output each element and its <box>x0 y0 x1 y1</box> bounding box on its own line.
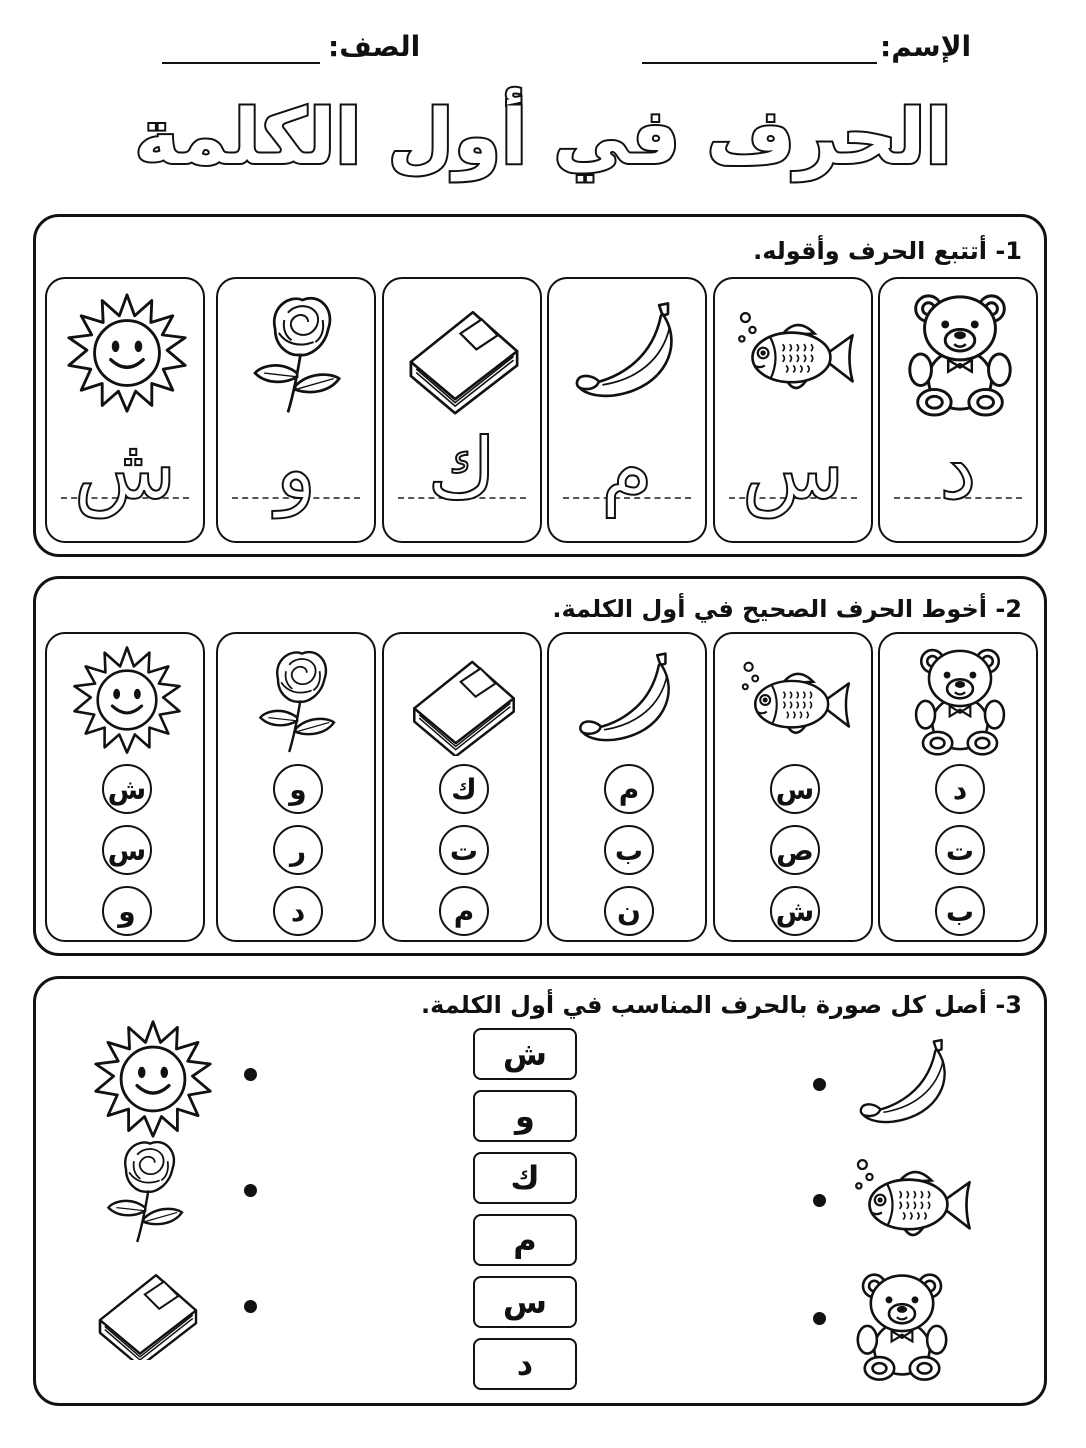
match-dot[interactable] <box>244 1300 257 1313</box>
match-letter-box[interactable]: س <box>473 1276 577 1328</box>
match-letter-box[interactable]: ك <box>473 1152 577 1204</box>
match-dot[interactable] <box>244 1184 257 1197</box>
choice-card <box>713 632 873 942</box>
teddy-bear-icon <box>850 1262 954 1388</box>
fish-icon <box>850 1150 974 1250</box>
banana-icon <box>852 1034 962 1134</box>
rose-icon <box>240 644 356 756</box>
choice-card <box>45 632 205 942</box>
letter-option[interactable]: ك <box>439 764 489 814</box>
fish-icon <box>733 289 857 417</box>
trace-card <box>547 277 707 543</box>
trace-letter[interactable]: ك <box>427 420 497 518</box>
choice-card <box>382 632 542 942</box>
letter-option[interactable]: ب <box>604 825 654 875</box>
rose-icon <box>236 289 360 417</box>
choice-card <box>547 632 707 942</box>
trace-letter[interactable]: و <box>275 420 317 518</box>
trace-letter[interactable]: د <box>939 420 977 518</box>
letter-option[interactable]: س <box>770 764 820 814</box>
trace-card <box>216 277 376 543</box>
letter-option[interactable]: ر <box>273 825 323 875</box>
banana-icon <box>567 289 691 417</box>
match-letter-box[interactable]: د <box>473 1338 577 1390</box>
letter-option[interactable]: و <box>102 886 152 936</box>
trace-letter[interactable]: س <box>741 420 845 518</box>
letter-option[interactable]: م <box>604 764 654 814</box>
book-icon <box>406 644 522 756</box>
letter-option[interactable]: ت <box>439 825 489 875</box>
match-dot[interactable] <box>813 1078 826 1091</box>
match-letter-box[interactable]: م <box>473 1214 577 1266</box>
fish-icon <box>737 644 853 756</box>
page-title: الحرف في أول الكلمة <box>134 92 952 181</box>
match-dot[interactable] <box>244 1068 257 1081</box>
section-1-instruction: 1- أتتبع الحرف وأقوله. <box>753 237 1022 265</box>
letter-option[interactable]: و <box>273 764 323 814</box>
teddy-bear-icon <box>898 289 1022 417</box>
section-3-instruction: 3- أصل كل صورة بالحرف المناسب في أول الكلمة. <box>421 991 1022 1019</box>
rose-icon <box>96 1134 196 1246</box>
trace-card <box>45 277 205 543</box>
class-label: الصف: <box>328 30 421 63</box>
trace-letter[interactable]: ش <box>73 420 177 518</box>
trace-card <box>382 277 542 543</box>
match-dot[interactable] <box>813 1312 826 1325</box>
sun-icon <box>69 644 185 756</box>
sun-icon <box>88 1018 218 1140</box>
trace-card <box>713 277 873 543</box>
book-icon <box>402 289 526 417</box>
letter-option[interactable]: س <box>102 825 152 875</box>
letter-option[interactable]: م <box>439 886 489 936</box>
letter-option[interactable]: ش <box>770 886 820 936</box>
match-letter-box[interactable]: ش <box>473 1028 577 1080</box>
match-dot[interactable] <box>813 1194 826 1207</box>
class-field-line[interactable] <box>162 62 320 64</box>
letter-option[interactable]: ت <box>935 825 985 875</box>
book-icon <box>88 1264 208 1360</box>
choice-card <box>216 632 376 942</box>
name-field-line[interactable] <box>642 62 877 64</box>
choice-card <box>878 632 1038 942</box>
sun-icon <box>65 289 189 417</box>
trace-card <box>878 277 1038 543</box>
letter-option[interactable]: ب <box>935 886 985 936</box>
trace-letter[interactable]: م <box>600 420 653 518</box>
match-letter-box[interactable]: و <box>473 1090 577 1142</box>
banana-icon <box>571 644 687 756</box>
letter-option[interactable]: د <box>273 886 323 936</box>
letter-option[interactable]: ن <box>604 886 654 936</box>
letter-option[interactable]: د <box>935 764 985 814</box>
name-label: الإسم: <box>880 30 972 63</box>
letter-option[interactable]: ص <box>770 825 820 875</box>
letter-option[interactable]: ش <box>102 764 152 814</box>
teddy-bear-icon <box>902 644 1018 756</box>
section-2-instruction: 2- أخوط الحرف الصحيح في أول الكلمة. <box>552 595 1022 623</box>
